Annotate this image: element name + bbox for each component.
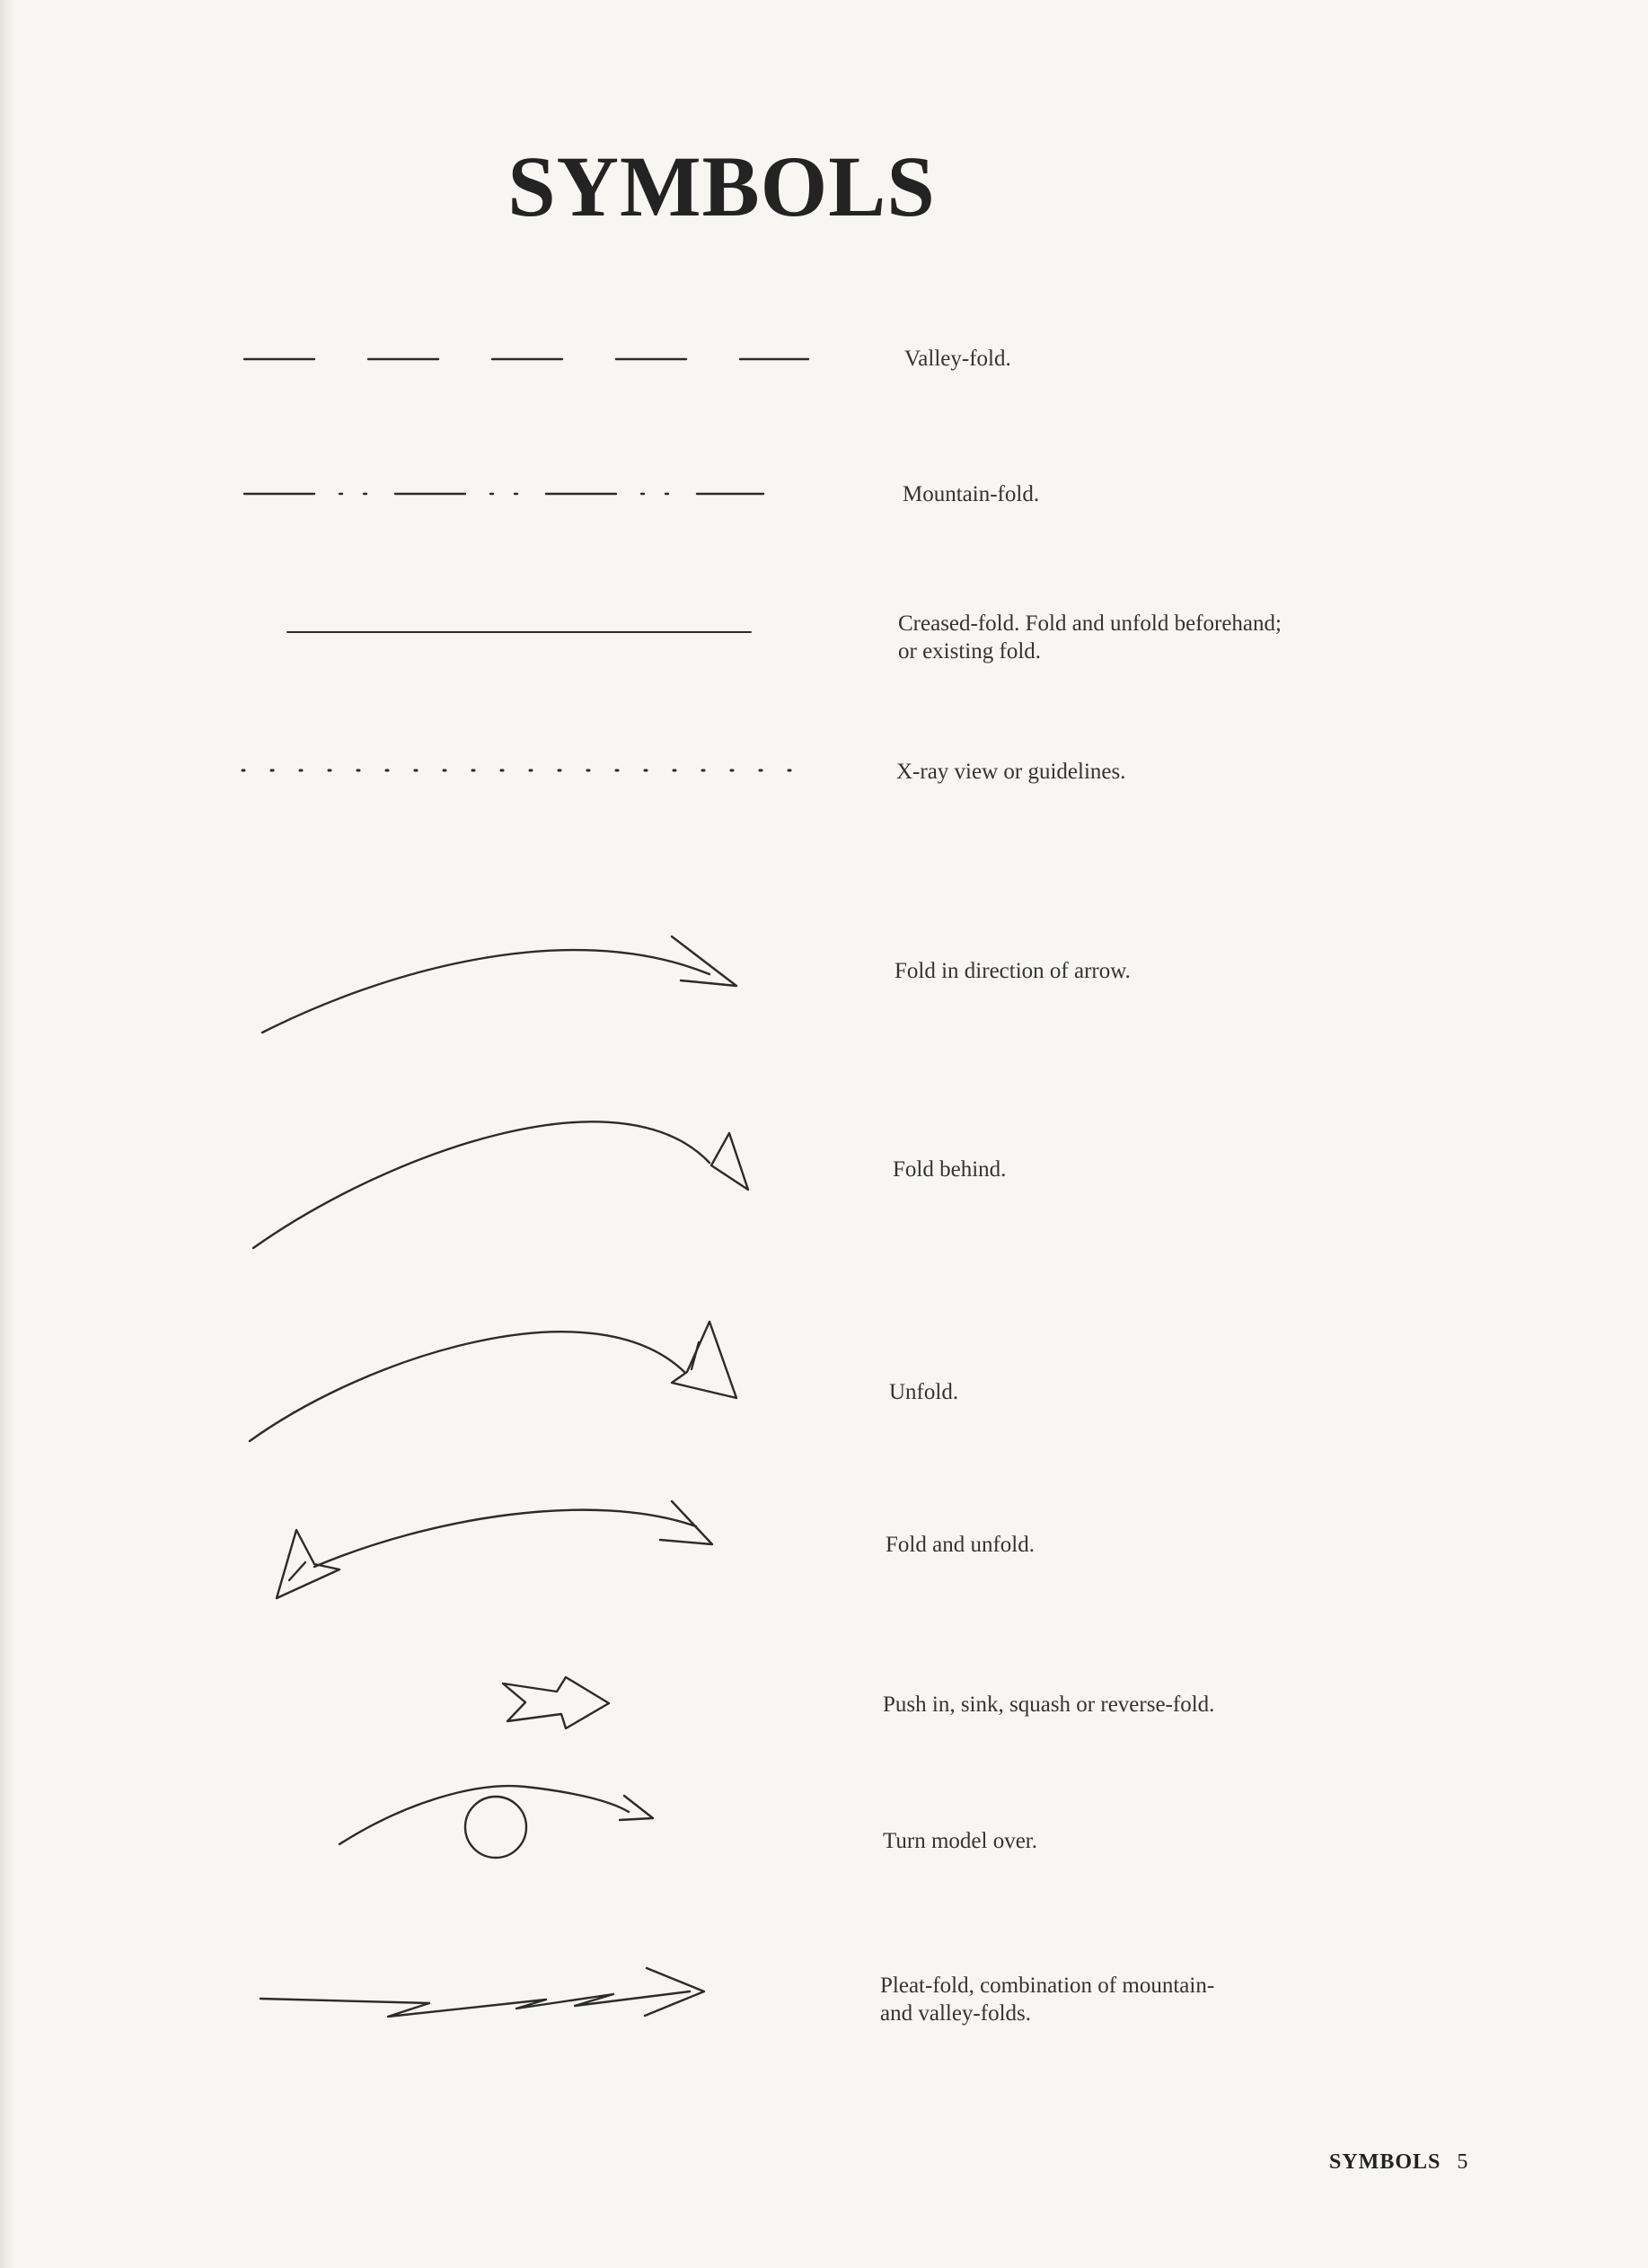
creased-fold-label bbox=[898, 610, 1282, 665]
page-title: SYMBOLS bbox=[507, 138, 936, 234]
fold-and-unfold-label: Fold and unfold. bbox=[886, 1533, 1035, 1557]
pleat-fold-label-line-1: Pleat-fold, combination of mountain- bbox=[880, 1974, 1215, 1998]
fold-direction-label: Fold in direction of arrow. bbox=[895, 959, 1131, 983]
footer-section-title: SYMBOLS bbox=[1329, 2150, 1441, 2174]
valley-fold-label: Valley-fold. bbox=[904, 347, 1011, 371]
turn-over-arrow-icon bbox=[339, 1786, 653, 1858]
fold-behind-arrow-icon bbox=[253, 1121, 748, 1248]
turn-over-label: Turn model over. bbox=[883, 1829, 1037, 1853]
fold-and-unfold-arrow-icon bbox=[277, 1501, 712, 1598]
page-number: 5 bbox=[1457, 2150, 1468, 2174]
pleat-fold-label-line-2: and valley-folds. bbox=[880, 2001, 1032, 2026]
pleat-fold-label bbox=[880, 1972, 1214, 2027]
push-in-label: Push in, sink, squash or reverse-fold. bbox=[883, 1692, 1215, 1717]
fold-direction-arrow-icon bbox=[262, 936, 736, 1033]
fold-behind-label: Fold behind. bbox=[893, 1157, 1007, 1182]
xray-label: X-ray view or guidelines. bbox=[896, 760, 1126, 784]
push-in-arrow-icon bbox=[503, 1677, 609, 1728]
unfold-label: Unfold. bbox=[889, 1380, 959, 1404]
creased-fold-label-line-2: or existing fold. bbox=[898, 639, 1042, 664]
mountain-fold-label: Mountain-fold. bbox=[903, 482, 1040, 506]
unfold-arrow-icon bbox=[250, 1322, 736, 1441]
page-footer bbox=[1329, 2150, 1467, 2175]
pleat-fold-arrow-icon bbox=[260, 1968, 704, 2017]
creased-fold-label-line-1: Creased-fold. Fold and unfold beforehand; bbox=[898, 611, 1282, 636]
